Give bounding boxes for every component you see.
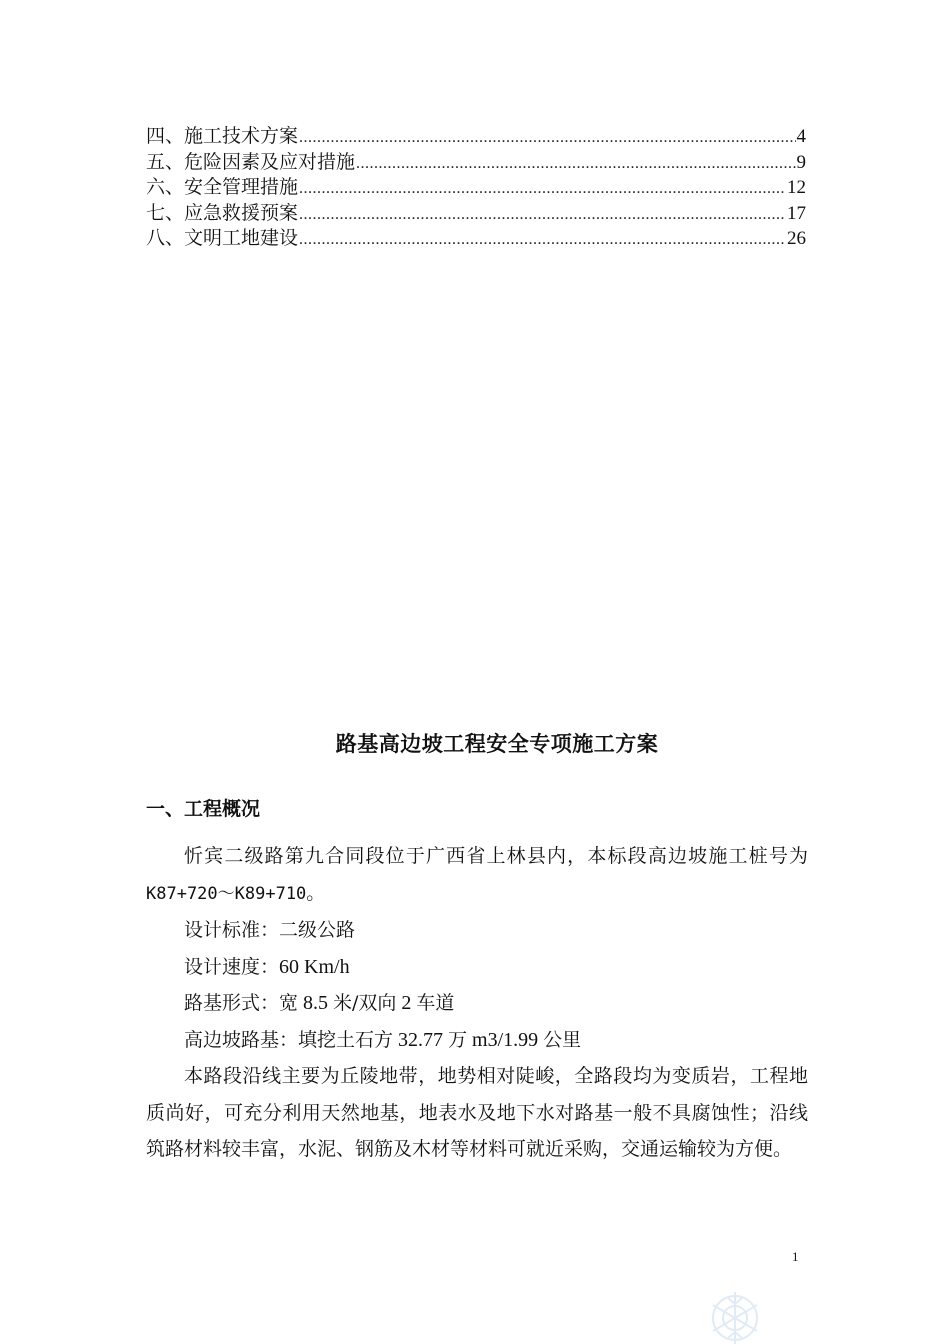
toc-item-label: 七、应急救援预案	[146, 201, 299, 224]
toc-item[interactable]	[146, 201, 806, 227]
toc-item-label: 六、安全管理措施	[146, 176, 299, 198]
paragraph-geology: 本路段沿线主要为丘陵地带，地势相对陡峻，全路段均为变质岩，工程地质尚好，可充分利用天然地基，地表水及地下水对路基一般不具腐蚀性；沿线筑路材料较丰富，水泥、钢筋及木材等材料可就近采购，交通运输较为方便。	[146, 1065, 808, 1160]
text-run: 万	[448, 1028, 468, 1051]
toc-item-page: 9	[796, 151, 806, 173]
toc-item[interactable]	[146, 175, 806, 201]
text-run: 高边坡路基：填挖土石方	[184, 1028, 394, 1051]
toc-item[interactable]	[146, 226, 806, 252]
toc-item-label: 八、文明工地建设	[146, 227, 299, 249]
toc-leader-dots	[299, 227, 786, 253]
width-value: 8.5	[298, 992, 334, 1014]
paragraph-location	[146, 838, 808, 912]
volume-unit-length: m3/1.99	[467, 1028, 544, 1051]
toc-item-page: 4	[796, 126, 806, 147]
page-number: 1	[792, 1249, 799, 1264]
paragraph-design-speed	[146, 949, 808, 986]
station-range: K87+720～K89+710	[146, 883, 307, 904]
speed-value: 60 Km/h	[279, 955, 350, 978]
table-of-contents	[146, 124, 806, 252]
text-run: 车道	[416, 992, 455, 1014]
paragraph-earthwork	[146, 1022, 808, 1059]
toc-leader-dots	[299, 125, 795, 151]
toc-item[interactable]	[146, 150, 806, 176]
section-body	[146, 838, 808, 1168]
toc-item-page: 12	[787, 177, 806, 198]
volume-value: 32.77	[393, 1028, 449, 1051]
snowflake-watermark-icon	[700, 1278, 770, 1344]
lane-count: 2	[396, 992, 417, 1014]
toc-leader-dots	[356, 151, 795, 177]
document-title: 路基高边坡工程安全专项施工方案	[335, 732, 659, 756]
text-run: 。	[306, 881, 326, 904]
text-run: 路基形式：宽	[184, 992, 299, 1014]
text-run: 米/双向	[333, 992, 397, 1014]
section-heading: 一、工程概况	[146, 798, 261, 820]
toc-item-page: 17	[787, 202, 806, 224]
toc-item[interactable]	[146, 124, 806, 150]
toc-leader-dots	[299, 176, 786, 202]
toc-item-label: 五、危险因素及应对措施	[146, 150, 356, 173]
text-run: 忻宾二级路第九合同段位于广西省上林县内，本标段高边坡施工桩号为	[184, 845, 808, 867]
toc-item-page: 26	[787, 228, 806, 249]
text-run: 公里	[543, 1028, 582, 1051]
paragraph-design-standard: 设计标准：二级公路	[184, 919, 356, 941]
paragraph-roadbed-form	[146, 985, 808, 1022]
text-run: 设计速度：	[184, 955, 280, 978]
toc-leader-dots	[299, 202, 786, 228]
toc-item-label: 四、施工技术方案	[146, 125, 299, 147]
